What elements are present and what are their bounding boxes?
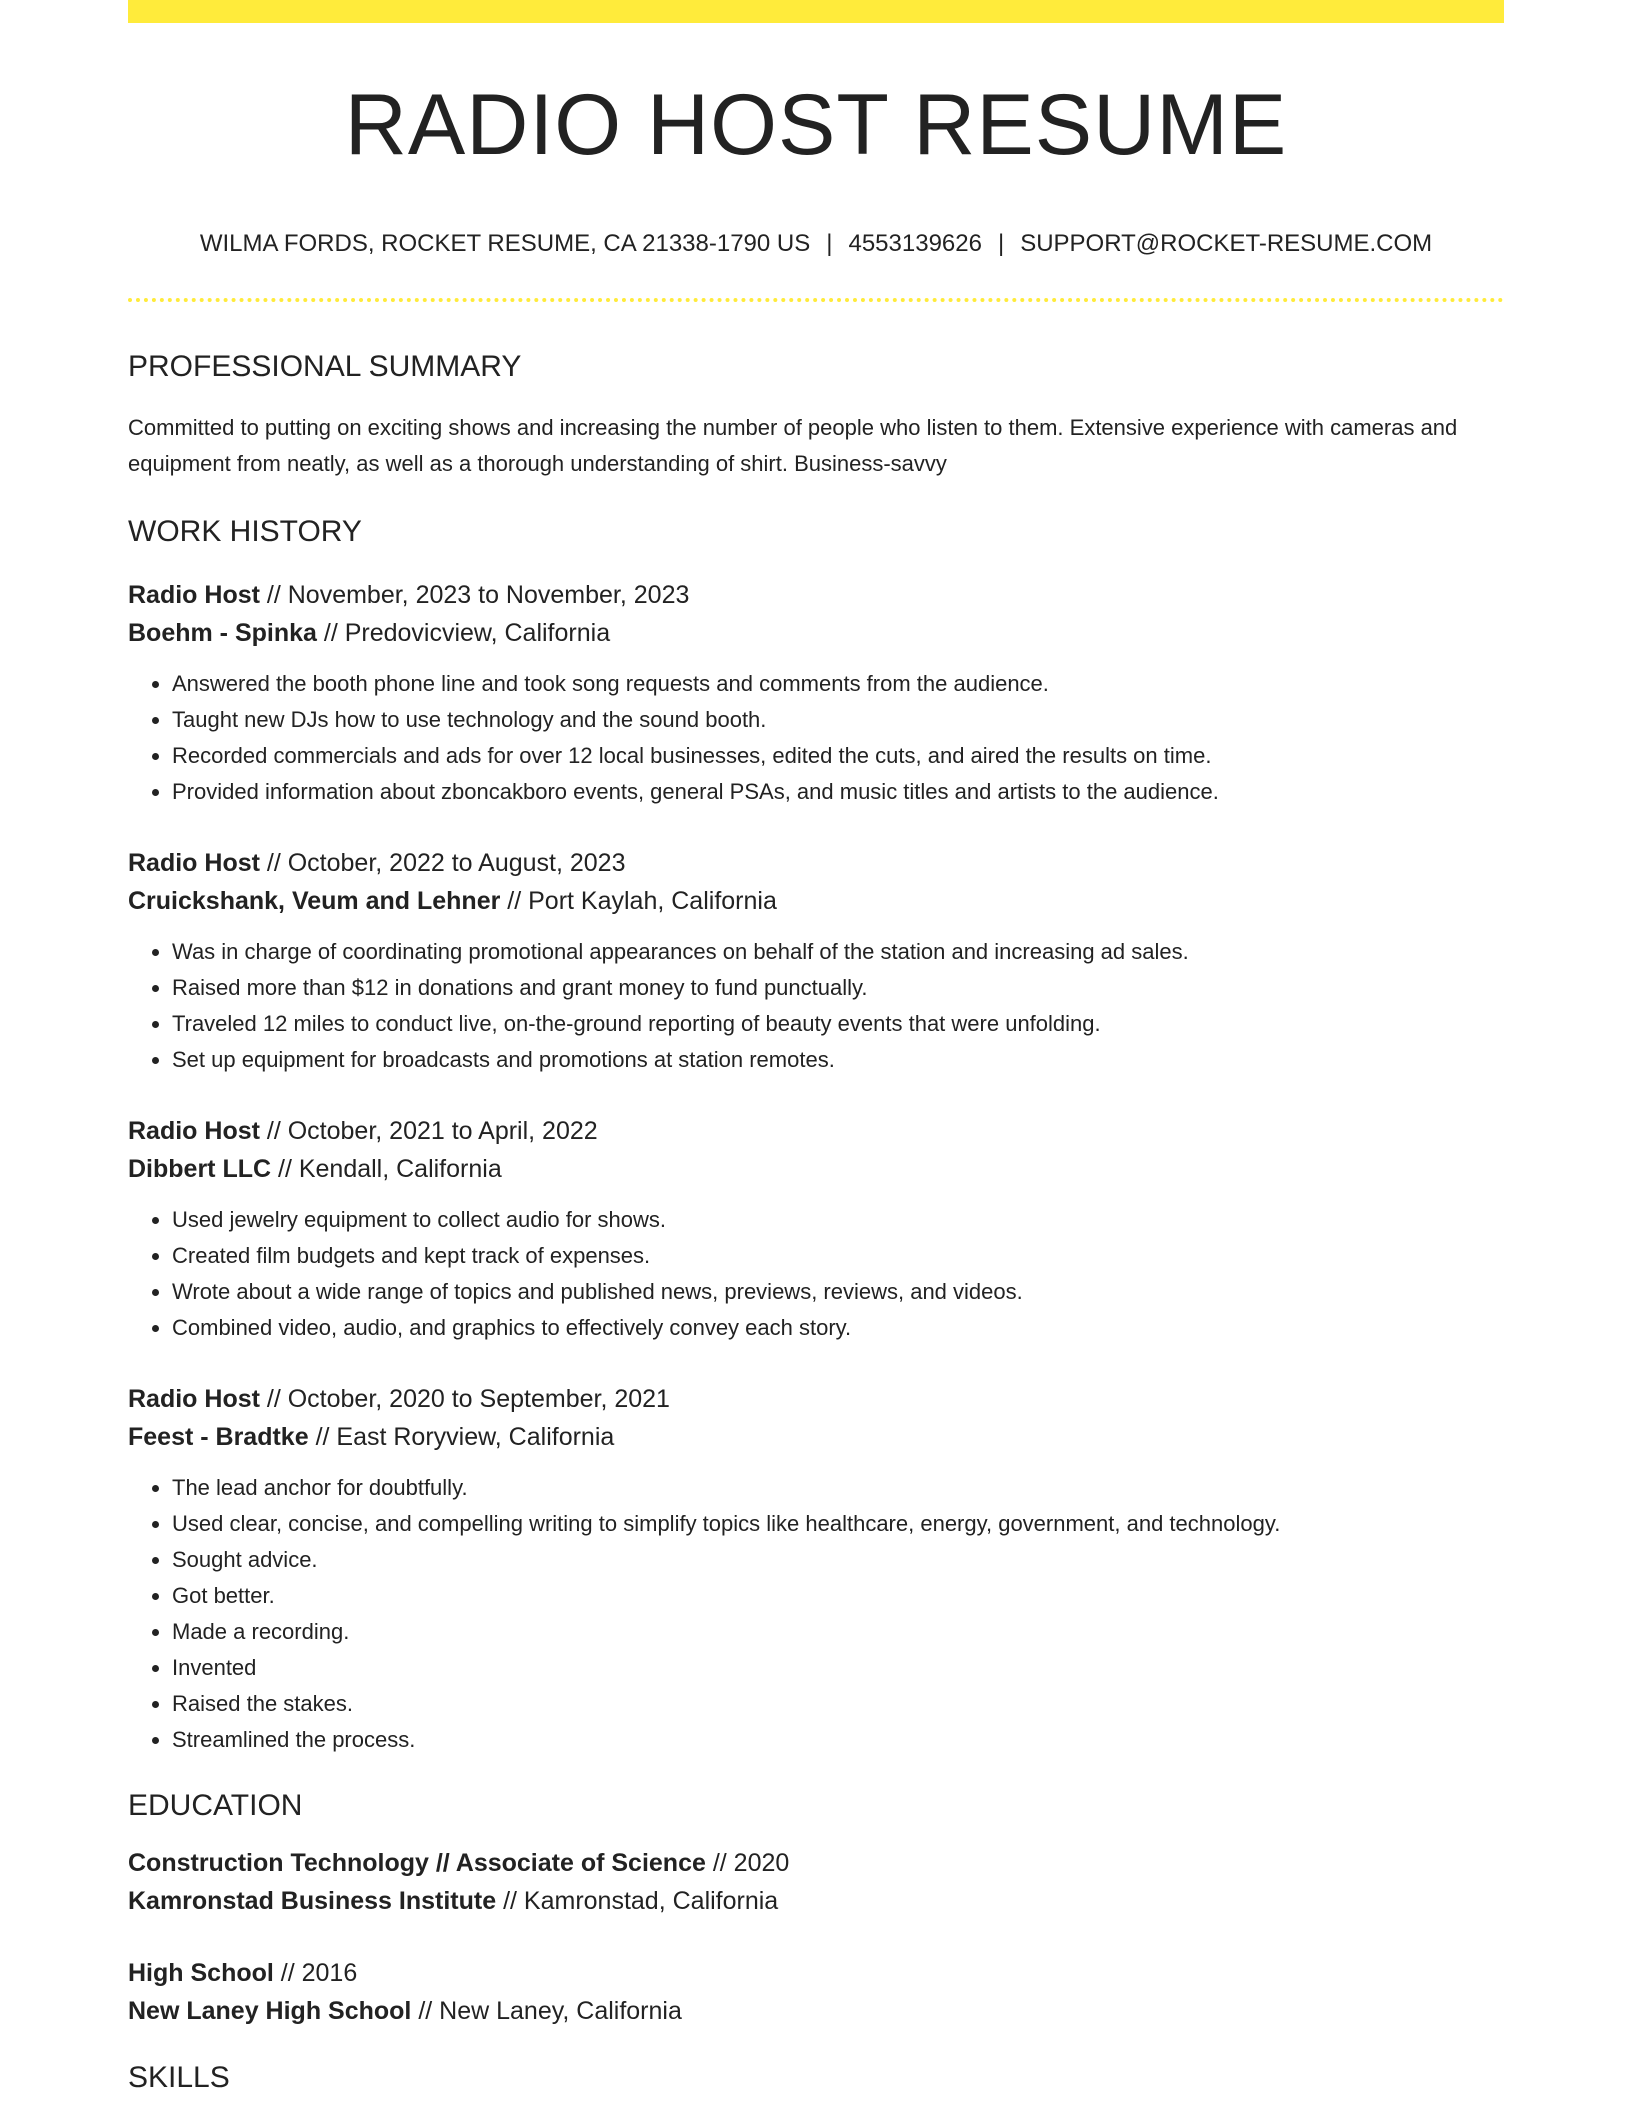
- job-bullet: • Made a recording.: [172, 1614, 1504, 1650]
- job-company: Dibbert LLC: [128, 1155, 272, 1183]
- education-year: // 2016: [273, 1959, 358, 1987]
- job-location: // Kendall, California: [271, 1155, 502, 1183]
- job-bullets: [128, 1470, 1504, 1758]
- contact-line: [128, 228, 1504, 260]
- education-location: // Kamronstad, California: [496, 1887, 779, 1915]
- job-bullets: [128, 1202, 1504, 1346]
- job-bullet: • Created film budgets and kept track of expenses.: [172, 1238, 1504, 1274]
- education-degree-line: [128, 1844, 1504, 1882]
- education-year: // 2020: [705, 1849, 790, 1877]
- job-company: Feest - Bradtke: [128, 1423, 309, 1451]
- resume-page: [128, 0, 1504, 2096]
- job-title: Radio Host: [128, 849, 260, 877]
- contact-separator: |: [826, 230, 833, 257]
- education-degree: Construction Technology // Associate of Science: [128, 1849, 706, 1877]
- job-dates: // October, 2022 to August, 2023: [259, 849, 626, 877]
- job-bullet: • Sought advice.: [172, 1542, 1504, 1578]
- job-bullet: • Traveled 12 miles to conduct live, on-the-ground reporting of beauty events that were unfolding.: [172, 1006, 1504, 1042]
- job-title-line: [128, 1380, 1504, 1418]
- job-company: Cruickshank, Veum and Lehner: [128, 887, 501, 915]
- dotted-divider: [128, 298, 1504, 302]
- job-bullet: • Got better.: [172, 1578, 1504, 1614]
- job-title-line: [128, 576, 1504, 614]
- contact-email: SUPPORT@ROCKET-RESUME.COM: [1020, 230, 1433, 257]
- job-bullet: • Used jewelry equipment to collect audio for shows.: [172, 1202, 1504, 1238]
- job-bullet: • Combined video, audio, and graphics to effectively convey each story.: [172, 1310, 1504, 1346]
- job-bullets: [128, 934, 1504, 1078]
- education-heading: EDUCATION: [128, 1789, 303, 1822]
- job-title-line: [128, 1112, 1504, 1150]
- job-bullet: • Taught new DJs how to use technology and the sound booth.: [172, 702, 1504, 738]
- job-bullet: • Answered the booth phone line and took song requests and comments from the audience.: [172, 666, 1504, 702]
- contact-address: WILMA FORDS, ROCKET RESUME, CA 21338-1790 US: [199, 230, 811, 257]
- job-title: Radio Host: [128, 581, 260, 609]
- summary-heading: PROFESSIONAL SUMMARY: [128, 350, 522, 383]
- job-dates: // October, 2021 to April, 2022: [259, 1117, 598, 1145]
- job-company-line: [128, 1150, 1504, 1188]
- education-school-line: [128, 1992, 1504, 2030]
- job-bullet: • Provided information about zboncakboro events, general PSAs, and music titles and artists to the audience.: [172, 774, 1504, 810]
- job-entry: [128, 844, 1504, 1078]
- job-company: Boehm - Spinka: [128, 619, 317, 647]
- job-location: // Port Kaylah, California: [500, 887, 777, 915]
- job-title-line: [128, 844, 1504, 882]
- work-history-heading: WORK HISTORY: [128, 515, 362, 548]
- education-degree: High School: [128, 1959, 274, 1987]
- job-company-line: [128, 1418, 1504, 1456]
- education-school-line: [128, 1882, 1504, 1920]
- contact-phone: 4553139626: [848, 230, 982, 257]
- job-bullet: • Wrote about a wide range of topics and published news, previews, reviews, and videos.: [172, 1274, 1504, 1310]
- skills-heading: SKILLS: [128, 2061, 230, 2094]
- job-bullet: • The lead anchor for doubtfully.: [172, 1470, 1504, 1506]
- job-location: // Predovicview, California: [316, 619, 611, 647]
- page-title: RADIO HOST RESUME: [344, 77, 1288, 173]
- job-bullet: • Invented: [172, 1650, 1504, 1686]
- job-title: Radio Host: [128, 1117, 260, 1145]
- top-accent-bar: [128, 0, 1504, 23]
- job-bullet: • Streamlined the process.: [172, 1722, 1504, 1758]
- job-entry: [128, 1380, 1504, 1758]
- job-entry: [128, 576, 1504, 810]
- job-bullet: • Raised the stakes.: [172, 1686, 1504, 1722]
- contact-separator: |: [997, 230, 1005, 257]
- education-school: New Laney High School: [128, 1997, 412, 2025]
- education-entry: [128, 1954, 1504, 2030]
- job-bullets: [128, 666, 1504, 810]
- education-location: // New Laney, California: [411, 1997, 682, 2025]
- job-bullet: • Raised more than $12 in donations and grant money to fund punctually.: [172, 970, 1504, 1006]
- job-bullet: • Was in charge of coordinating promotional appearances on behalf of the station and increasing ad sales.: [172, 934, 1504, 970]
- summary-text: Committed to putting on exciting shows and increasing the number of people who listen to them. Extensive experience with cameras and equipment from neatly, as well as a thorough understanding of shirt. Business-savvy: [128, 415, 1458, 476]
- education-entry: [128, 1844, 1504, 1920]
- job-company-line: [128, 614, 1504, 652]
- job-entry: [128, 1112, 1504, 1346]
- job-dates: // November, 2023 to November, 2023: [259, 581, 690, 609]
- job-bullet: • Recorded commercials and ads for over 12 local businesses, edited the cuts, and aired the results on time.: [172, 738, 1504, 774]
- job-location: // East Roryview, California: [308, 1423, 615, 1451]
- job-company-line: [128, 882, 1504, 920]
- job-dates: // October, 2020 to September, 2021: [259, 1385, 670, 1413]
- job-bullet: • Used clear, concise, and compelling writing to simplify topics like healthcare, energy, government, and technology.: [172, 1506, 1504, 1542]
- job-title: Radio Host: [128, 1385, 260, 1413]
- job-bullet: • Set up equipment for broadcasts and promotions at station remotes.: [172, 1042, 1504, 1078]
- education-school: Kamronstad Business Institute: [128, 1887, 497, 1915]
- education-degree-line: [128, 1954, 1504, 1992]
